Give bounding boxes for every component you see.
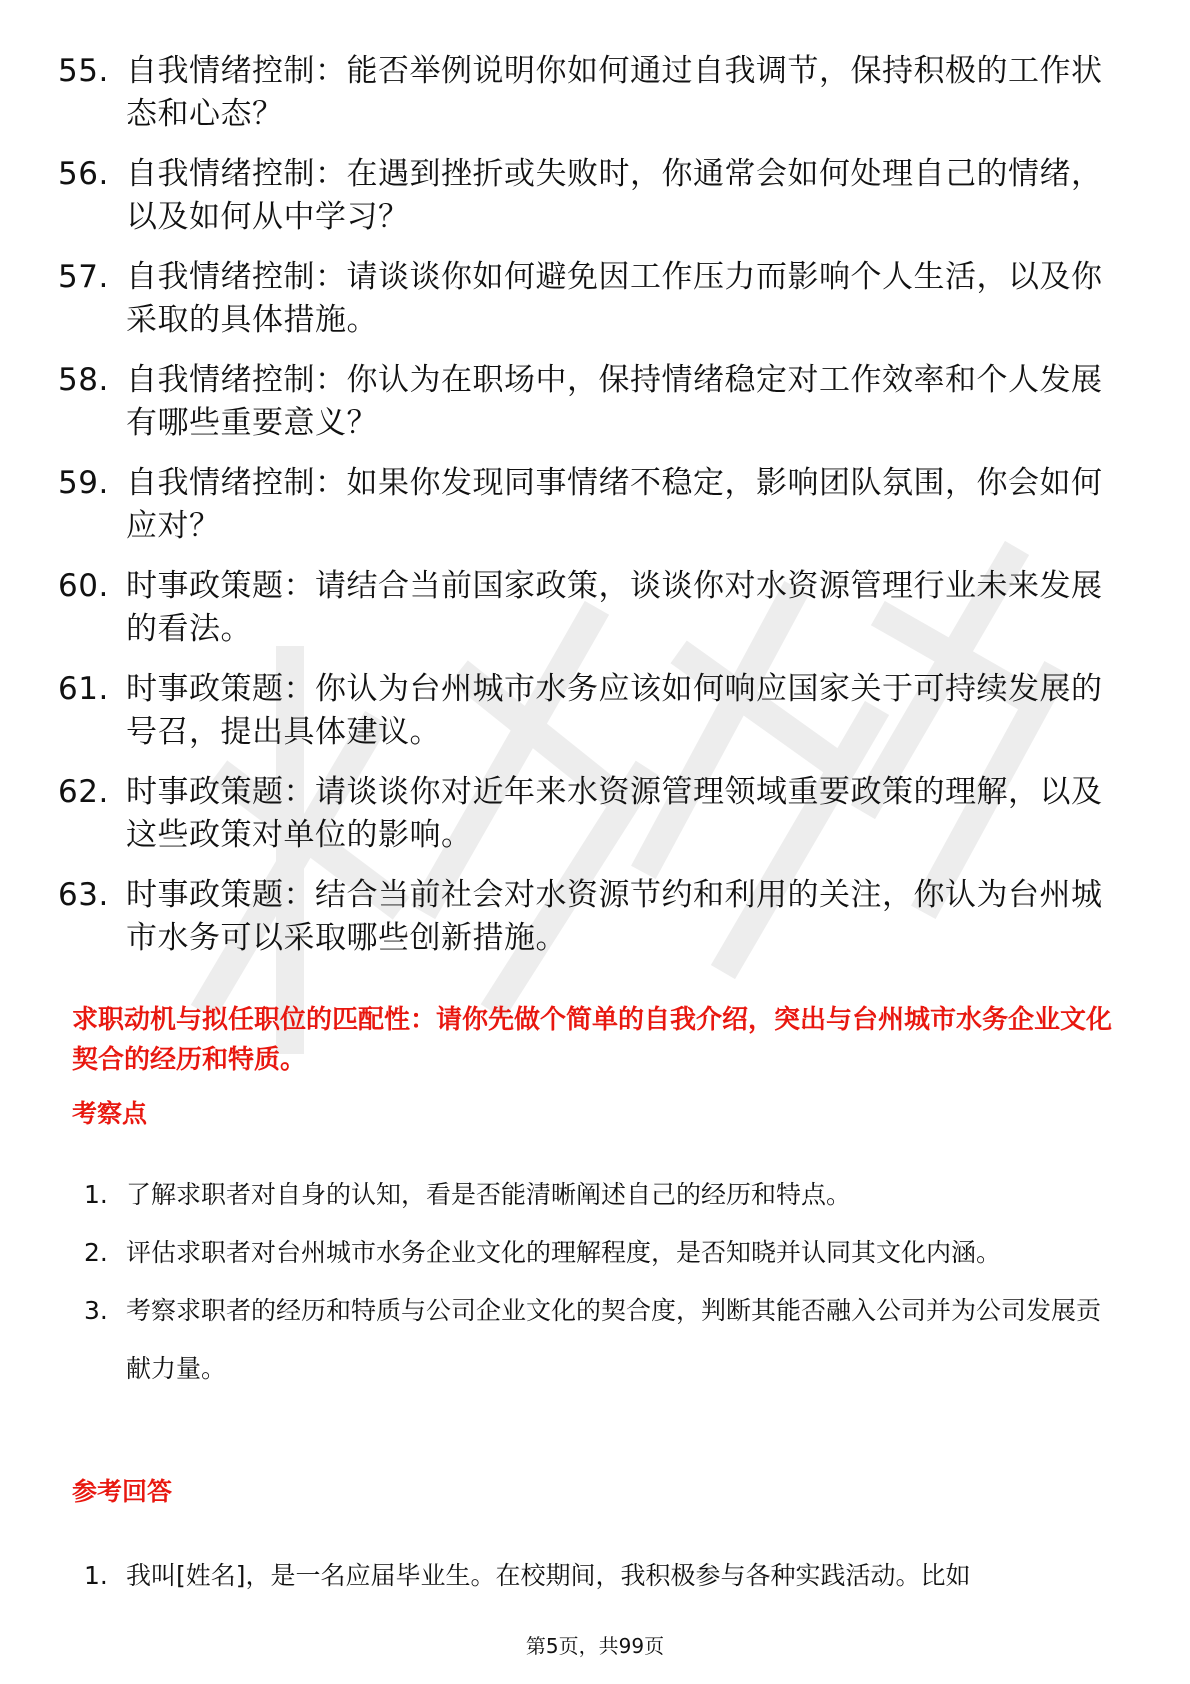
- question-text: 自我情绪控制：在遇到挫折或失败时，你通常会如何处理自己的情绪，以及如何从中学习？: [126, 156, 1103, 235]
- section-title: 求职动机与拟任职位的匹配性：请你先做个简单的自我介绍，突出与台州城市水务企业文化契合的经历和特质。: [72, 1005, 1113, 1075]
- question-text: 自我情绪控制：请谈谈你如何避免因工作压力而影响个人生活，以及你采取的具体措施。: [126, 259, 1103, 338]
- list-item-text: 考察求职者的经历和特质与公司企业文化的契合度，判断其能否融入公司并为公司发展贡献力量。: [126, 1296, 1102, 1383]
- question-item: [58, 874, 1118, 960]
- question-text: 时事政策题：请结合当前国家政策，谈谈你对水资源管理行业未来发展的看法。: [126, 568, 1103, 647]
- list-item-number: 1.: [84, 1180, 108, 1209]
- list-item-text: 评估求职者对台州城市水务企业文化的理解程度，是否知晓并认同其文化内涵。: [126, 1238, 1002, 1267]
- list-item-number: 1.: [84, 1561, 108, 1590]
- list-item-text: 我叫[姓名]，是一名应届毕业生。在校期间，我积极参与各种实践活动。比如: [126, 1561, 971, 1590]
- question-item: [58, 771, 1118, 857]
- question-item: [58, 153, 1118, 239]
- question-item: [58, 256, 1118, 342]
- question-number: 58.: [58, 362, 109, 398]
- assessment-points-heading: 考察点: [72, 1099, 148, 1128]
- list-item: [84, 1224, 1114, 1282]
- question-number: 63.: [58, 877, 109, 913]
- question-number: 55.: [58, 53, 109, 89]
- question-number: 62.: [58, 774, 109, 810]
- question-item: [58, 462, 1118, 548]
- assessment-points-list: [84, 1166, 1114, 1398]
- question-text: 时事政策题：你认为台州城市水务应该如何响应国家关于可持续发展的号召，提出具体建议。: [126, 671, 1103, 750]
- list-item-number: 3.: [84, 1296, 108, 1325]
- question-item: [58, 50, 1118, 136]
- list-item-text: 了解求职者对自身的认知，看是否能清晰阐述自己的经历和特点。: [126, 1180, 852, 1209]
- question-text: 自我情绪控制：你认为在职场中，保持情绪稳定对工作效率和个人发展有哪些重要意义？: [126, 362, 1103, 441]
- page-footer: 第5页，共99页: [525, 1634, 665, 1658]
- question-list: [58, 50, 1118, 977]
- list-item: [84, 1166, 1114, 1224]
- question-text: 自我情绪控制：如果你发现同事情绪不稳定，影响团队氛围，你会如何应对？: [126, 465, 1103, 544]
- reference-answer-list: [84, 1547, 1114, 1605]
- question-text: 时事政策题：请谈谈你对近年来水资源管理领域重要政策的理解，以及这些政策对单位的影响。: [126, 774, 1103, 853]
- list-item: [84, 1547, 1114, 1605]
- question-text: 自我情绪控制：能否举例说明你如何通过自我调节，保持积极的工作状态和心态？: [126, 53, 1103, 132]
- question-text: 时事政策题：结合当前社会对水资源节约和利用的关注，你认为台州城市水务可以采取哪些创新措施。: [126, 877, 1103, 956]
- question-item: [58, 359, 1118, 445]
- question-number: 61.: [58, 671, 109, 707]
- question-item: [58, 565, 1118, 651]
- list-item: [84, 1282, 1114, 1398]
- question-number: 59.: [58, 465, 109, 501]
- question-number: 57.: [58, 259, 109, 295]
- list-item-number: 2.: [84, 1238, 108, 1267]
- question-item: [58, 668, 1118, 754]
- question-number: 56.: [58, 156, 109, 192]
- question-number: 60.: [58, 568, 109, 604]
- reference-answer-heading: 参考回答: [72, 1477, 173, 1506]
